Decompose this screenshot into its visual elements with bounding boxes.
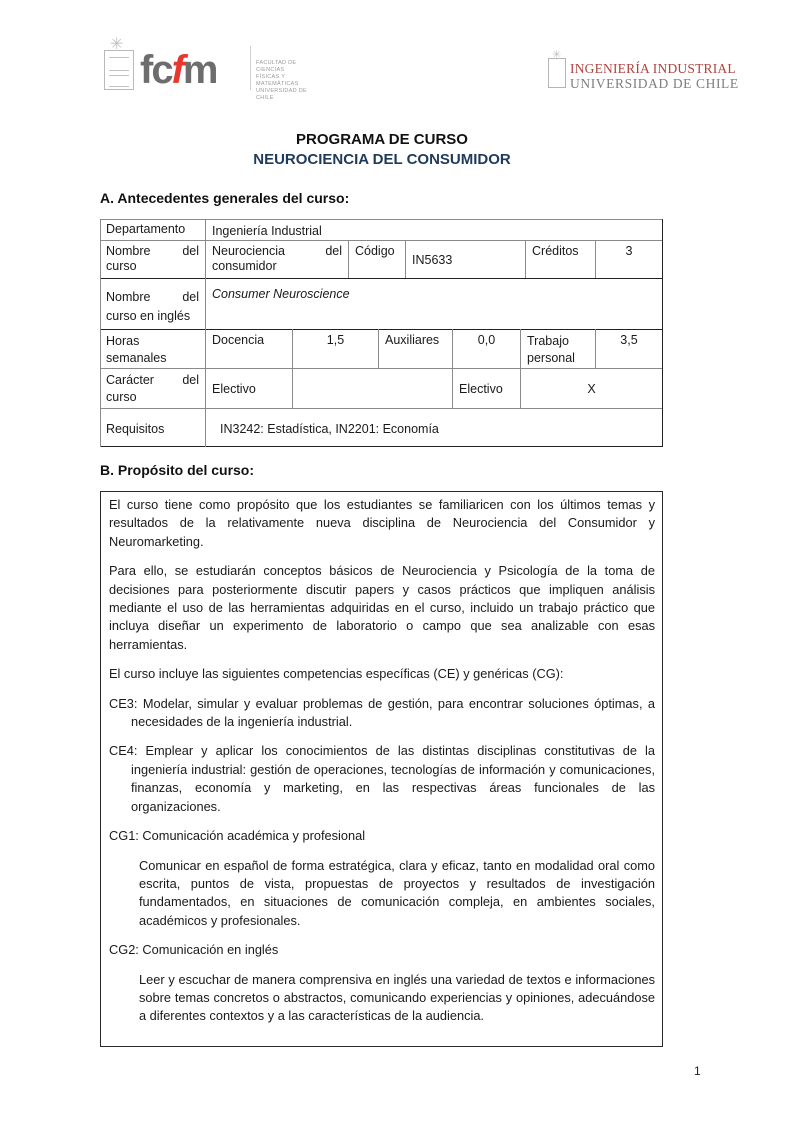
codigo-label: Código	[355, 244, 395, 258]
fcfm-logo	[100, 36, 315, 101]
caracter-value: Electivo	[212, 382, 256, 396]
table-rule	[100, 408, 663, 409]
caracter-option-mark: X	[587, 382, 596, 396]
proposito-paragraph: El curso tiene como propósito que los estudiantes se familiaricen con los últimos temas y resultados de la relativamente nueva disciplina de Neurociencia del Consumidor y Neuromarketing.	[109, 497, 655, 549]
star-icon: ✳	[552, 49, 562, 61]
document-title: PROGRAMA DE CURSO	[296, 131, 468, 148]
star-icon: ✳	[110, 36, 124, 53]
codigo-value: IN5633	[412, 253, 453, 267]
docencia-label: Docencia	[212, 333, 265, 347]
nombre-ingles-label: Nombre del curso en inglés	[106, 290, 199, 323]
course-info-table	[100, 219, 663, 447]
fcfm-subtitle: FACULTAD DE CIENCIAS FÍSICAS Y MATEMÁTICAS UNIVERSIDAD DE CHILE	[256, 60, 307, 101]
caracter-label: Carácter del curso	[106, 373, 199, 404]
competencias-intro: El curso incluye las siguientes competencias específicas (CE) y genéricas (CG):	[109, 666, 564, 682]
auxiliares-value: 0,0	[477, 333, 496, 347]
horas-semanales-label: Horas semanales	[106, 334, 167, 365]
departamento-value: Ingeniería Industrial	[212, 224, 322, 238]
fcfm-wordmark: fcfm	[140, 48, 217, 92]
competencia-cg1-text: Comunicar en español de forma estratégica, clara y eficaz, tanto en modalidad oral como escrita, puntos de vista, propuestas de proyectos y resultados de investigación fundamentados, en situaciones de comunicación compleja, en ambientes sociales, académicos y profesionales.	[139, 857, 655, 928]
competencia-ce4: CE4: Emplear y aplicar los conocimientos de las distintas disciplinas constitutivas de la ingeniería industrial: gestión de operaciones, tecnologías de información y comunicaciones, finanzas, economía y marketing, en las respectivas áreas funcionales de las organizaciones.	[109, 743, 655, 814]
proposito-box	[100, 491, 663, 1047]
section-b-heading: B. Propósito del curso:	[100, 462, 255, 478]
university-shield-icon	[548, 58, 566, 88]
docencia-value: 1,5	[326, 333, 345, 347]
table-border	[662, 219, 663, 447]
course-title: NEUROCIENCIA DEL CONSUMIDOR	[253, 151, 511, 168]
competencia-ce3: CE3: Modelar, simular y evaluar problemas de gestión, para encontrar soluciones óptimas, a necesidades de la ingeniería industrial.	[109, 695, 655, 730]
page-number: 1	[694, 1064, 701, 1078]
auxiliares-label: Auxiliares	[385, 333, 440, 347]
nombre-ingles-value: Consumer Neuroscience	[212, 287, 350, 301]
university-shield-icon	[104, 50, 134, 90]
caracter-option-label: Electivo	[459, 382, 503, 396]
trabajo-personal-value: 3,5	[620, 333, 638, 347]
nombre-curso-value: Neurociencia del consumidor	[212, 244, 342, 273]
requisitos-value: IN3242: Estadística, IN2201: Economía	[220, 422, 439, 436]
competencia-cg2-text: Leer y escuchar de manera comprensiva en inglés una variedad de textos e informaciones sobre temas concretos o abstractos, comunicando experiencias y opiniones, adecuándose a diferentes contextos y a las características de la audiencia.	[139, 971, 655, 1024]
table-rule	[100, 329, 663, 330]
section-a-heading: A. Antecedentes generales del curso:	[100, 190, 350, 206]
proposito-paragraph: Para ello, se estudiarán conceptos básicos de Neurociencia y Psicología de la toma de decisiones para posteriormente discutir papers y casos prácticos que impliquen análisis mediante el uso de las herramientas adquiridas en el curso, incluido un trabajo práctico que incluya diseñar un experimento de laboratorio o campo que sea analizable con esas herramientas.	[109, 563, 655, 652]
requisitos-label: Requisitos	[106, 422, 165, 436]
table-border	[100, 446, 663, 447]
logo-line-2: UNIVERSIDAD DE CHILE	[570, 76, 739, 91]
logo-divider	[250, 46, 251, 90]
nombre-curso-label: Nombre del curso	[106, 244, 199, 273]
logo-line-1: INGENIERÍA INDUSTRIAL	[570, 61, 736, 76]
departamento-label: Departamento	[106, 222, 186, 236]
ingenieria-industrial-logo	[548, 49, 739, 96]
creditos-label: Créditos	[532, 244, 579, 258]
competencia-cg2-heading: CG2: Comunicación en inglés	[109, 942, 279, 958]
trabajo-personal-label: Trabajo personal	[527, 334, 575, 365]
creditos-value: 3	[625, 244, 633, 258]
table-rule	[292, 368, 293, 408]
table-rule	[100, 278, 663, 279]
competencia-cg1-heading: CG1: Comunicación académica y profesional	[109, 828, 366, 844]
